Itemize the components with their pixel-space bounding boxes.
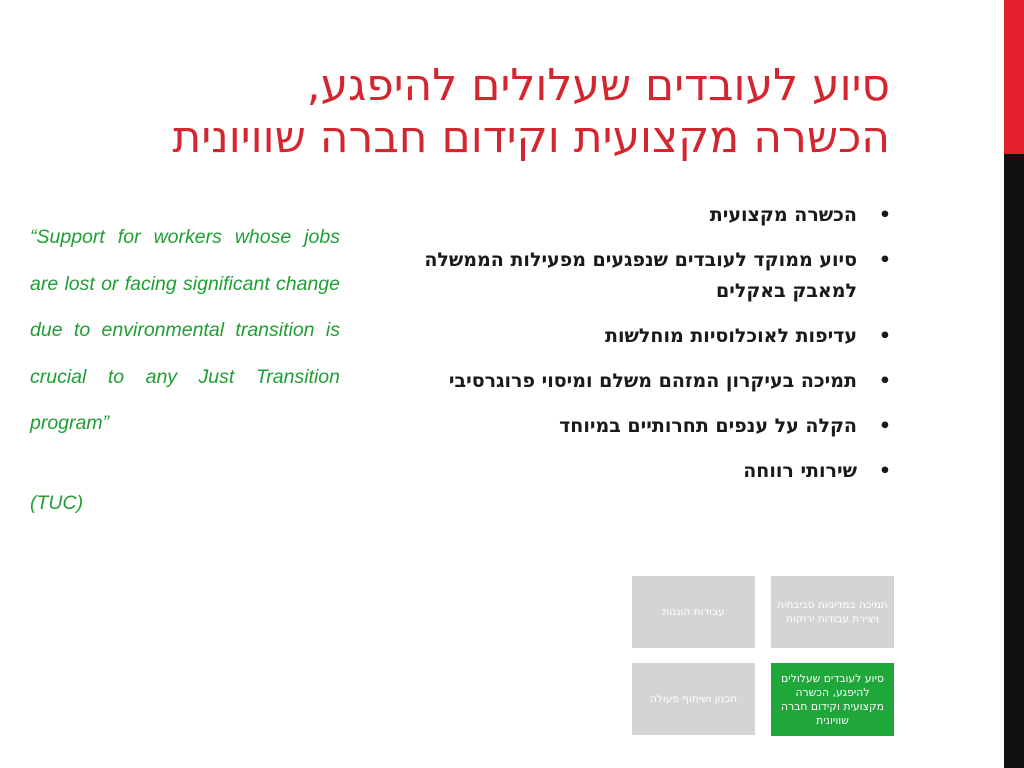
bullet-text: הקלה על ענפים תחרותיים במיוחד — [559, 415, 857, 437]
bullet-icon: • — [878, 325, 891, 347]
tile-fair-jobs: עבודות הוגנות — [632, 576, 755, 648]
bullet-icon: • — [878, 460, 891, 482]
quote-text: “Support for workers whose jobs are lost or facing significant change due to environmental transition is crucial to any Just Transition program” — [30, 226, 340, 434]
bullet-list — [420, 200, 895, 501]
title-line-2: הכשרה מקצועית וקידום חברה שוויונית — [172, 112, 890, 163]
bullet-icon: • — [878, 415, 891, 437]
bullet-item — [420, 366, 895, 397]
bullet-icon: • — [878, 249, 891, 271]
bullet-text: תמיכה בעיקרון המזהם משלם ומיסוי פרוגרסיבי — [448, 370, 857, 392]
side-stripe-red — [1004, 0, 1024, 154]
bullet-text: סיוע ממוקד לעובדים שנפגעים מפעילות הממשלה למאבק באקלים — [424, 249, 857, 302]
tile-worker-support-active: סיוע לעובדים שעלולים להיפגע, הכשרה מקצועית וקידום חברה שוויונית — [771, 663, 894, 736]
bullet-text: עדיפות לאוכלוסיות מוחלשות — [604, 325, 857, 347]
bullet-item — [420, 245, 895, 307]
bullet-icon: • — [878, 204, 891, 226]
bullet-text: שירותי רווחה — [743, 460, 857, 482]
bullet-item — [420, 200, 895, 231]
bullet-text: הכשרה מקצועית — [709, 204, 857, 226]
title-line-1: סיוע לעובדים שעלולים להיפגע, — [306, 60, 890, 111]
bullet-item — [420, 321, 895, 352]
tile-green-policy: תמיכה במדיניות סביבתית ויצירת עבודות ירוקות — [771, 576, 894, 648]
quote-source: (TUC) — [30, 492, 84, 514]
bullet-icon: • — [878, 370, 891, 392]
tile-planning: תכנון ושיתוף פעולה — [632, 663, 755, 735]
slide-title — [120, 60, 890, 164]
bullet-item — [420, 411, 895, 442]
bullet-item — [420, 456, 895, 487]
